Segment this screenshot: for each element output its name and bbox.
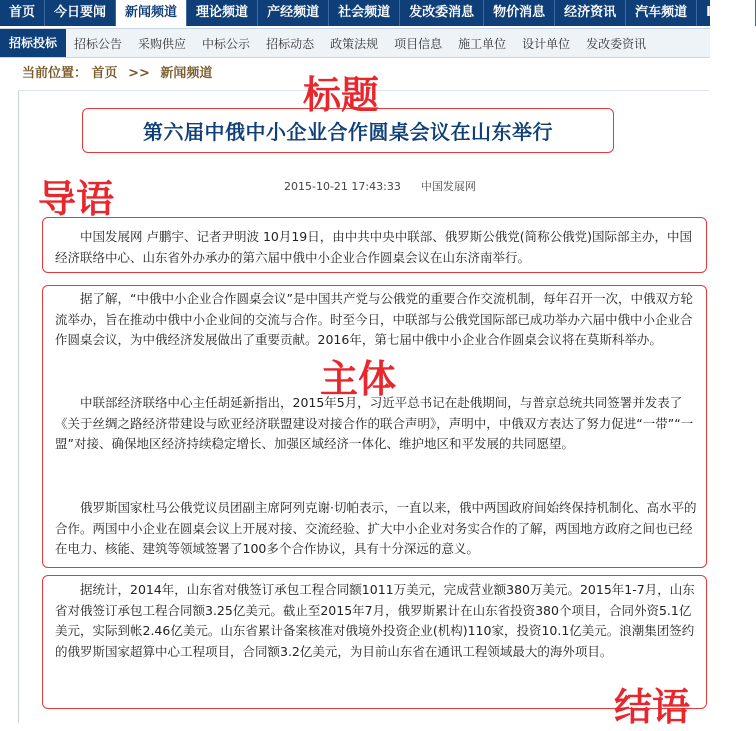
annotation-ending-label: 结语 <box>614 685 691 729</box>
annotation-body-label: 主体 <box>320 357 397 401</box>
annotation-title-label: 标题 <box>303 73 380 117</box>
article-meta <box>284 178 476 194</box>
topnav-price-news[interactable]: 物价消息 <box>484 0 555 26</box>
breadcrumb-home-link[interactable]: 首页 <box>91 66 118 81</box>
topnav-today-news[interactable]: 今日要闻 <box>45 0 116 26</box>
subnav-bid-updates[interactable]: 招标动态 <box>266 36 315 51</box>
breadcrumb-separator: >> <box>128 66 150 81</box>
topnav-theory-channel[interactable]: 理论频道 <box>187 0 258 26</box>
article-ending-paragraph: 据统计，2014年，山东省对俄签订承包工程合同额1011万美元，完成营业额380万美元。2015年1-7月，山东省对俄签订承包工程合同额3.25亿美元。截止至2015年7月，俄罗斯累计在山东省投资380个项目，合同外资5.1亿美元，实际到帐2.46亿美元。山东省累计备案核准对俄境外投资企业(机构)110家，投资10.1亿美元。浪潮集团签约的俄罗斯国家超算中心工程项目，合同额3.2亿美元，为目前山东省在通讯工程领域最大的海外项目。 <box>55 582 695 659</box>
subnav-contractors[interactable]: 施工单位 <box>458 36 507 51</box>
article-body-paragraph: 俄罗斯国家杜马公俄党议员团副主席阿列克谢·切帕表示，一直以来，俄中两国政府间始终保持机制化、高水平的合作。两国中小企业在圆桌会议上开展对接、交流经验、扩大中小企业对务实合作的了解，两国地方政府之间也已经在电力、核能、建筑等领域签署了100多个合作协议，具有十分深远的意义。 <box>55 500 697 556</box>
topnav-auto-channel[interactable]: 汽车频道 <box>626 0 697 26</box>
article-lead-paragraph: 中国发展网 卢鹏宇、记者尹明波 10月19日，由中共中央中联部、俄罗斯公俄党(简称公俄党)国际部主办，中国经济联络中心、山东省外办承办的第六届中俄中小企业合作圆桌会议在山东济南举行。 <box>55 229 693 265</box>
subnav-award-notice[interactable]: 中标公示 <box>202 36 251 51</box>
top-navigation <box>0 0 746 26</box>
article-body-paragraph: 中联部经济联络中心主任胡延新指出，2015年5月，习近平总书记在赴俄期间，与普京总统共同签署并发表了《关于丝绸之路经济带建设与欧亚经济联盟建设对接合作的联合声明》，声明中，中俄双方表达了努力促进“一带”“一盟”对接、确保地区经济持续稳定增长、加强区域经济一体化、维护地区和平发展的共同愿望。 <box>55 395 694 451</box>
subnav-project-info[interactable]: 项目信息 <box>394 36 443 51</box>
subnav-design-units[interactable]: 设计单位 <box>522 36 571 51</box>
topnav-home[interactable]: 首页 <box>0 0 45 26</box>
article-title: 第六届中俄中小企业合作圆桌会议在山东举行 <box>143 120 553 144</box>
article-body-paragraph: 据了解，“中俄中小企业合作圆桌会议”是中国共产党与公俄党的重要合作交流机制，每年召开一次，中俄双方轮流举办，旨在推动中俄中小企业间的交流与合作。时至今日，中联部与公俄党国际部已成功举办六届中俄中小企业合作圆桌会议，为中俄经济发展做出了重要贡献。2016年，第七届中俄中小企业合作圆桌会议将在莫斯科举办。 <box>55 291 693 347</box>
sub-navigation <box>0 28 710 58</box>
annotation-lead-label: 导语 <box>38 177 115 221</box>
subnav-bid-notice[interactable]: 招标公告 <box>74 36 123 51</box>
subnav-ndrc-info[interactable]: 发改委资讯 <box>586 36 647 51</box>
article-date: 2015-10-21 17:43:33 <box>284 180 401 193</box>
subnav-label[interactable]: 招标投标 <box>0 29 66 57</box>
subnav-procurement[interactable]: 采购供应 <box>138 36 187 51</box>
breadcrumb-current[interactable]: 新闻频道 <box>160 66 213 81</box>
topnav-news-channel[interactable]: 新闻频道 <box>116 0 187 26</box>
topnav-it-channel[interactable]: IT频道 <box>697 0 756 26</box>
topnav-society-channel[interactable]: 社会频道 <box>329 0 400 26</box>
subnav-policies[interactable]: 政策法规 <box>330 36 379 51</box>
topnav-economy-info[interactable]: 经济资讯 <box>555 0 626 26</box>
topnav-industry-channel[interactable]: 产经频道 <box>258 0 329 26</box>
article-source: 中国发展网 <box>420 180 476 193</box>
breadcrumb-label: 当前位置： <box>22 66 88 81</box>
breadcrumb <box>22 62 212 81</box>
topnav-ndrc-news[interactable]: 发改委消息 <box>400 0 484 26</box>
